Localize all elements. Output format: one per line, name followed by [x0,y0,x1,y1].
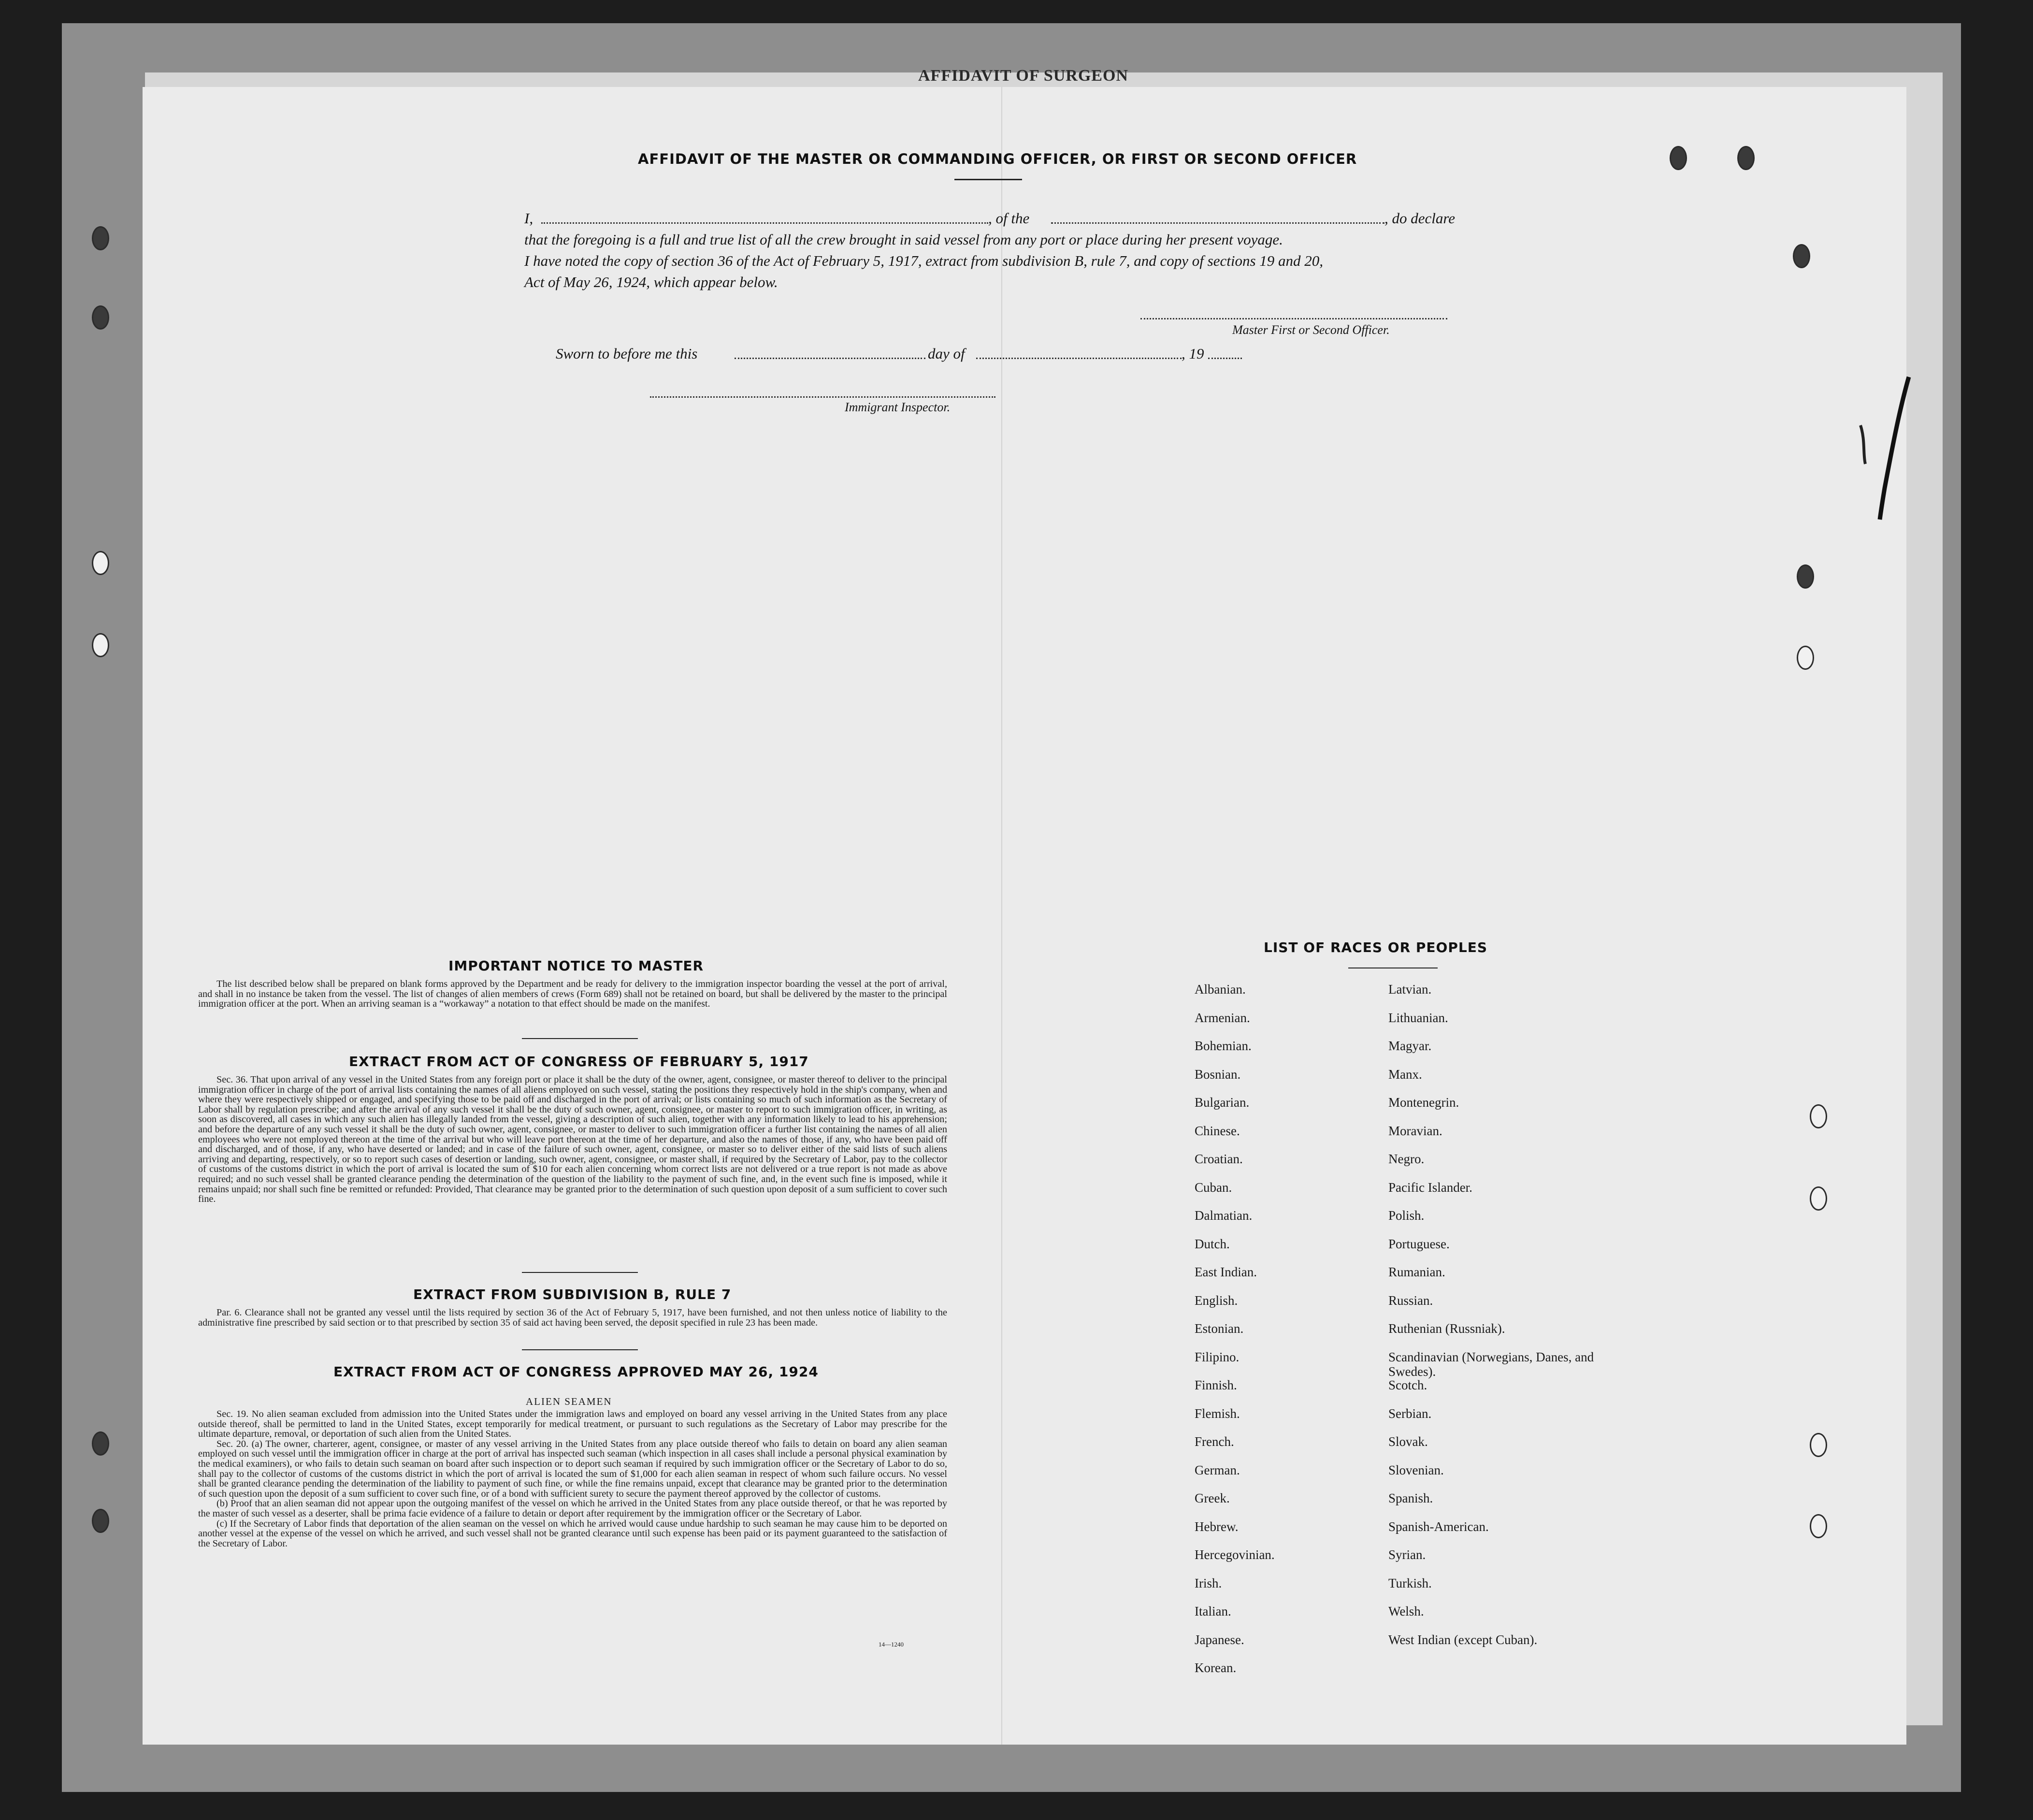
race-item: Flemish. [1195,1406,1240,1421]
day-of-label: day of [928,345,965,362]
race-item: Chinese. [1195,1123,1240,1138]
race-item: Scandinavian (Norwegians, Danes, and Swedes). [1388,1349,1594,1379]
inspector-signature-field[interactable] [650,396,995,398]
declaration-do-declare: , do declare [1384,210,1456,227]
race-item: East Indian. [1195,1265,1257,1279]
underlying-sheet-title: AFFIDAVIT OF SURGEON [918,67,1128,85]
binder-hole-icon [1810,1514,1827,1538]
race-item: Italian. [1195,1604,1231,1618]
binder-hole-icon [1810,1104,1827,1128]
sec-20b-text: (b) Proof that an alien seaman did not appear upon the outgoing manifest of the vessel on which he arrived in the United States from any place outside thereof, or that he was reported by the master of such vessel as a deserter, shall be prima facie evidence of a failure to detain or deport after requirement by the immigration officer or the Secretary of Labor. [198,1498,947,1519]
master-signature-field[interactable] [1140,318,1447,319]
race-item: Armenian. [1195,1010,1250,1025]
form-number: 14—1240 [879,1641,904,1648]
binder-hole-icon [1797,564,1814,589]
notice-body [198,979,947,1009]
races-left-column [1195,982,1275,1689]
race-item: Welsh. [1388,1604,1424,1618]
binder-hole-icon [92,633,109,657]
year-prefix: , 19 [1182,345,1204,362]
name-field[interactable] [541,222,988,224]
sec-20a-text: Sec. 20. (a) The owner, charterer, agent, consignee, or master of any vessel arriving in the United States from any place outside thereof who fails to detain on board any alien seaman employed on such vessel until the immigration officer in charge at the port of arrival has inspected such seaman (which inspection in all cases shall include a personal physical examination by the medical examiners), or who fails to detain such seaman on board after such inspection or to deport such seaman if required by such immigration officer or the Secretary of Labor to do so, shall pay to the collector of customs of the customs district in which the port of arrival is located the sum of $1,000 for each alien seaman in respect of whom such failure occurs. No vessel shall be granted clearance pending the determination of the liability to payment of such fine, or while the fine remains unpaid, except that clearance may be granted prior to the determination of such question upon the deposit of a sum sufficient to cover such fine, or of a bond with sufficient surety to secure the payment thereof approved by the collector of customs. [198,1438,947,1499]
vessel-field[interactable] [1051,222,1384,224]
alien-seamen-subtitle: ALIEN SEAMEN [526,1396,612,1407]
race-item: Negro. [1388,1152,1425,1166]
sworn-year-field[interactable] [1208,358,1242,359]
race-item: Cuban. [1195,1180,1232,1195]
binder-hole-icon [1810,1186,1827,1211]
binder-hole-icon [1793,244,1810,268]
extract-rule7-divider [522,1349,638,1350]
race-item: Rumanian. [1388,1265,1445,1279]
binder-hole-icon [1670,146,1687,170]
inspector-label: Immigrant Inspector. [845,400,951,414]
race-item: West Indian (except Cuban). [1388,1632,1538,1647]
race-item: Turkish. [1388,1575,1432,1590]
race-item: Portuguese. [1388,1236,1450,1251]
race-item: Serbian. [1388,1406,1432,1421]
race-item: Ruthenian (Russniak). [1388,1321,1505,1336]
binder-hole-icon [1797,646,1814,670]
race-item: Bohemian. [1195,1039,1252,1053]
race-item: Lithuanian. [1388,1010,1448,1025]
race-item: Dalmatian. [1195,1208,1253,1223]
handwritten-mark-icon [1851,367,1918,522]
race-item: Slovak. [1388,1434,1428,1449]
race-item: Bosnian. [1195,1067,1241,1082]
binder-hole-icon [1737,146,1755,170]
race-item: Filipino. [1195,1349,1240,1364]
race-item: French. [1195,1434,1234,1449]
extract-1917-divider [522,1272,638,1273]
extract-rule7-text: Par. 6. Clearance shall not be granted any vessel until the lists required by section 36 of the Act of February 5, 1917, have been furnished, and not then unless notice of liability to the administrative fine prescribed by said section or to that prescribed by section 35 of said act having been served, the deposit specified in rule 23 has been made. [198,1307,947,1328]
race-item: Irish. [1195,1575,1222,1590]
sworn-month-field[interactable] [976,358,1182,359]
race-item: Montenegrin. [1388,1095,1459,1110]
race-item: Spanish-American. [1388,1519,1489,1534]
binder-hole-icon [92,1509,109,1533]
race-item: Bulgarian. [1195,1095,1250,1110]
sworn-label: Sworn to before me this [556,345,698,362]
declaration-of-the: , of the [988,210,1030,227]
race-item: Greek. [1195,1491,1230,1505]
races-right-column [1388,982,1601,1661]
affidavit-title: AFFIDAVIT OF THE MASTER OR COMMANDING OFFICER, OR FIRST OR SECOND OFFICER [638,151,1357,167]
binder-hole-icon [92,226,109,250]
sec-20c-text: (c) If the Secretary of Labor finds that deportation of the alien seaman on the vessel on which he arrived would cause undue hardship to such seaman he may cause him to be deported on another vessel at the expense of the vessel on which he arrived, and such vessel shall not be granted clearance until such expense has been paid or its payment guaranteed to the satisfaction of the Secretary of Labor. [198,1518,947,1549]
race-item: Korean. [1195,1661,1237,1675]
race-item: Estonian. [1195,1321,1244,1336]
extract-1917-text: Sec. 36. That upon arrival of any vessel in the United States from any foreign port or place it shall be the duty of the owner, agent, consignee, or master thereof to deliver to the principal immigration officer in charge of the port of arrival lists containing the names of all aliens employed on such vessel, stating the positions they respectively hold in the ship's company, when and where they were respectively shipped or engaged, and specifying those to be paid off and discharged in the port of arrival; or lists containing so much of such information as the Secretary of Labor shall by regulation prescribe; and after the arrival of any such vessel it shall be the duty of such owner, agent, consignee, or master to report to such immigration officer, in writing, as soon as discovered, all cases in which any such alien has illegally landed from the vessel, giving a description of such alien, together with any information likely to lead to his apprehension; and before the departure of any such vessel it shall be the duty of such owner, agent, consignee, or master to deliver to such immigration officer a further list containing the names of all alien employees who were not employed thereon at the time of the arrival but who will leave port thereon at the time of her departure, and also the names of those, if any, who have been paid off and discharged, and of those, if any, who have deserted or landed; and in case of the failure of such owner, agent, consignee, or master so to deliver either of the said lists of such aliens arriving and departing, respectively, or so to report such cases of desertion or landing, such owner, agent, consignee, or master shall, if required by the Secretary of Labor, pay to the collector of customs of the customs district in which the port of arrival is located the sum of $10 for each alien concerning whom correct lists are not delivered or a true report is not made as above required; and no such vessel shall be granted clearance pending the determination of the question of the liability to the payment of such fine, and, in the event such fine is imposed, while it remains unpaid; nor shall such fine be remitted or refunded: Provided, That clearance may be granted prior to the determination of such question upon deposit of a sum sufficient to cover such fine. [198,1074,947,1205]
race-item: Pacific Islander. [1388,1180,1472,1195]
extract-1917-title: EXTRACT FROM ACT OF CONGRESS OF FEBRUARY 5, 1917 [349,1054,809,1069]
race-item: Latvian. [1388,982,1432,997]
binder-hole-icon [92,551,109,575]
notice-text: The list described below shall be prepared on blank forms approved by the Department and be ready for delivery to the immigration inspector boarding the vessel at the port of arrival, and shall in no instance be taken from the vessel. The list of changes of alien members of crews (Form 689) shall not be retained on board, but shall be delivered by the master to the principal immigration officer at the port. When an arriving seaman is a “workaway” a notation to that effect should be made on the manifest. [198,979,947,1010]
declaration-line-3: I have noted the copy of section 36 of the Act of February 5, 1917, extract from subdivision B, rule 7, and copy of sections 19 and 20, [524,252,1324,269]
extract-1917-body [198,1075,947,1204]
binder-hole-icon [1810,1433,1827,1457]
race-item: Syrian. [1388,1547,1426,1562]
race-item: Slovenian. [1388,1462,1444,1477]
sheet-fold [1001,87,1002,1745]
declaration-line-4: Act of May 26, 1924, which appear below. [524,274,778,290]
race-item: Finnish. [1195,1378,1237,1392]
race-item: Japanese. [1195,1632,1244,1647]
race-item: Scotch. [1388,1378,1427,1392]
races-title: LIST OF RACES OR PEOPLES [1264,939,1487,955]
race-item: Dutch. [1195,1236,1230,1251]
extract-1924-title: EXTRACT FROM ACT OF CONGRESS APPROVED MAY 26, 1924 [333,1364,819,1380]
race-item: Manx. [1388,1067,1422,1082]
race-item: English. [1195,1293,1238,1308]
race-item: Russian. [1388,1293,1433,1308]
binder-hole-icon [92,1431,109,1456]
race-item: Magyar. [1388,1039,1432,1053]
declaration-i: I, [524,210,533,227]
race-item: Polish. [1388,1208,1425,1223]
race-item: Croatian. [1195,1152,1243,1166]
notice-title: IMPORTANT NOTICE TO MASTER [448,958,704,974]
extract-rule7-title: EXTRACT FROM SUBDIVISION B, RULE 7 [413,1286,732,1302]
race-item: Moravian. [1388,1123,1442,1138]
sec-19-text: Sec. 19. No alien seaman excluded from admission into the United States under the immigration laws and employed on board any vessel arriving in the United States from any place outside thereof, shall be permitted to land in the United States, except temporarily for medical treatment, or pursuant to such regulations as the Secretary of Labor may prescribe for the ultimate departure, removal, or deportation of such alien from the United States. [198,1409,947,1440]
race-item: German. [1195,1462,1240,1477]
race-item: Hebrew. [1195,1519,1239,1534]
title-divider [954,179,1022,180]
extract-1924-body [198,1409,947,1548]
race-item: Hercegovinian. [1195,1547,1275,1562]
race-item: Albanian. [1195,982,1246,997]
sworn-day-field[interactable] [735,358,925,359]
race-item: Spanish. [1388,1491,1433,1505]
master-signature-label: Master First or Second Officer. [1232,323,1390,337]
notice-divider [522,1038,638,1039]
extract-rule7-body [198,1308,947,1328]
binder-hole-icon [92,305,109,330]
declaration-line-2: that the foregoing is a full and true list of all the crew brought in said vessel from any port or place during her present voyage. [524,231,1283,248]
